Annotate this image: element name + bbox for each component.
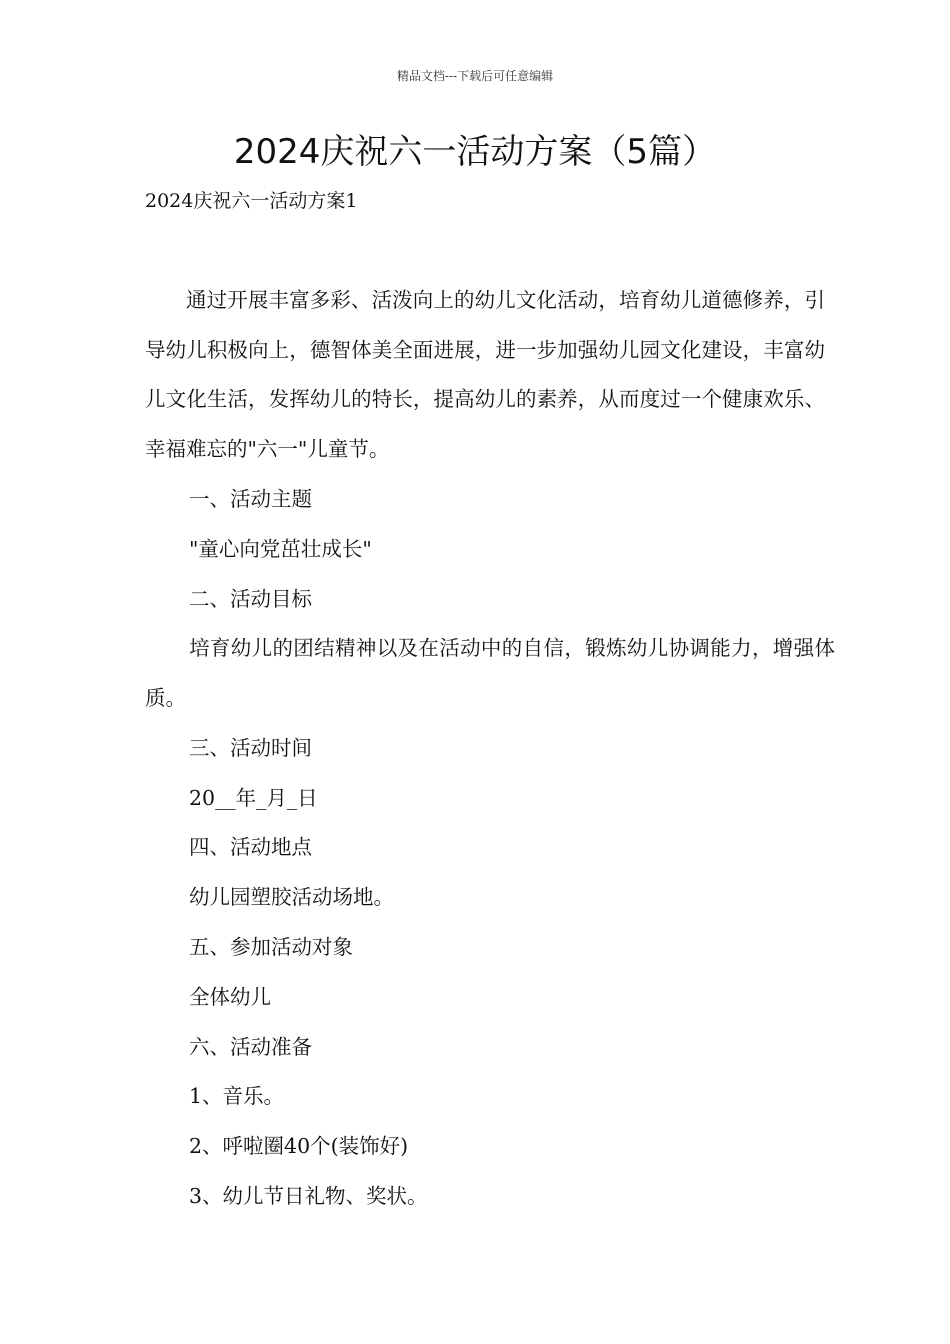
document-subtitle: 2024庆祝六一活动方案1: [145, 190, 358, 212]
document-title: 2024庆祝六一活动方案（5篇）: [233, 132, 717, 172]
time-text: 20__年_月_日: [189, 786, 318, 810]
theme-text: "童心向党茁壮成长": [189, 537, 372, 561]
intro-paragraph: 通过开展丰富多彩、活泼向上的幼儿文化活动，培育幼儿道德修养，引导幼儿积极向上，德智体美全面进展，进一步加强幼儿园文化建设，丰富幼儿文化生活，发挥幼儿的特长，提高幼儿的素养，从而度过一个健康欢乐、幸福难忘的"六一"儿童节。: [145, 288, 825, 461]
section-heading-target: 五、参加活动对象: [189, 935, 353, 959]
prep-list-item: 2、呼啦圈40个(装饰好): [189, 1134, 409, 1158]
section-heading-time: 三、活动时间: [189, 736, 312, 760]
prep-list-item: 1、音乐。: [189, 1084, 285, 1108]
section-heading-place: 四、活动地点: [189, 835, 312, 859]
page-header-note: 精品文档---下载后可任意编辑: [396, 69, 554, 83]
goal-paragraph: 培育幼儿的团结精神以及在活动中的自信，锻炼幼儿协调能力，增强体质。: [145, 636, 835, 710]
section-heading-goal: 二、活动目标: [189, 587, 312, 611]
target-text: 全体幼儿: [189, 985, 271, 1009]
section-heading-prep: 六、活动准备: [189, 1035, 312, 1059]
prep-list-item: 3、幼儿节日礼物、奖状。: [189, 1184, 428, 1208]
section-heading-theme: 一、活动主题: [189, 487, 312, 511]
place-text: 幼儿园塑胶活动场地。: [189, 885, 394, 909]
